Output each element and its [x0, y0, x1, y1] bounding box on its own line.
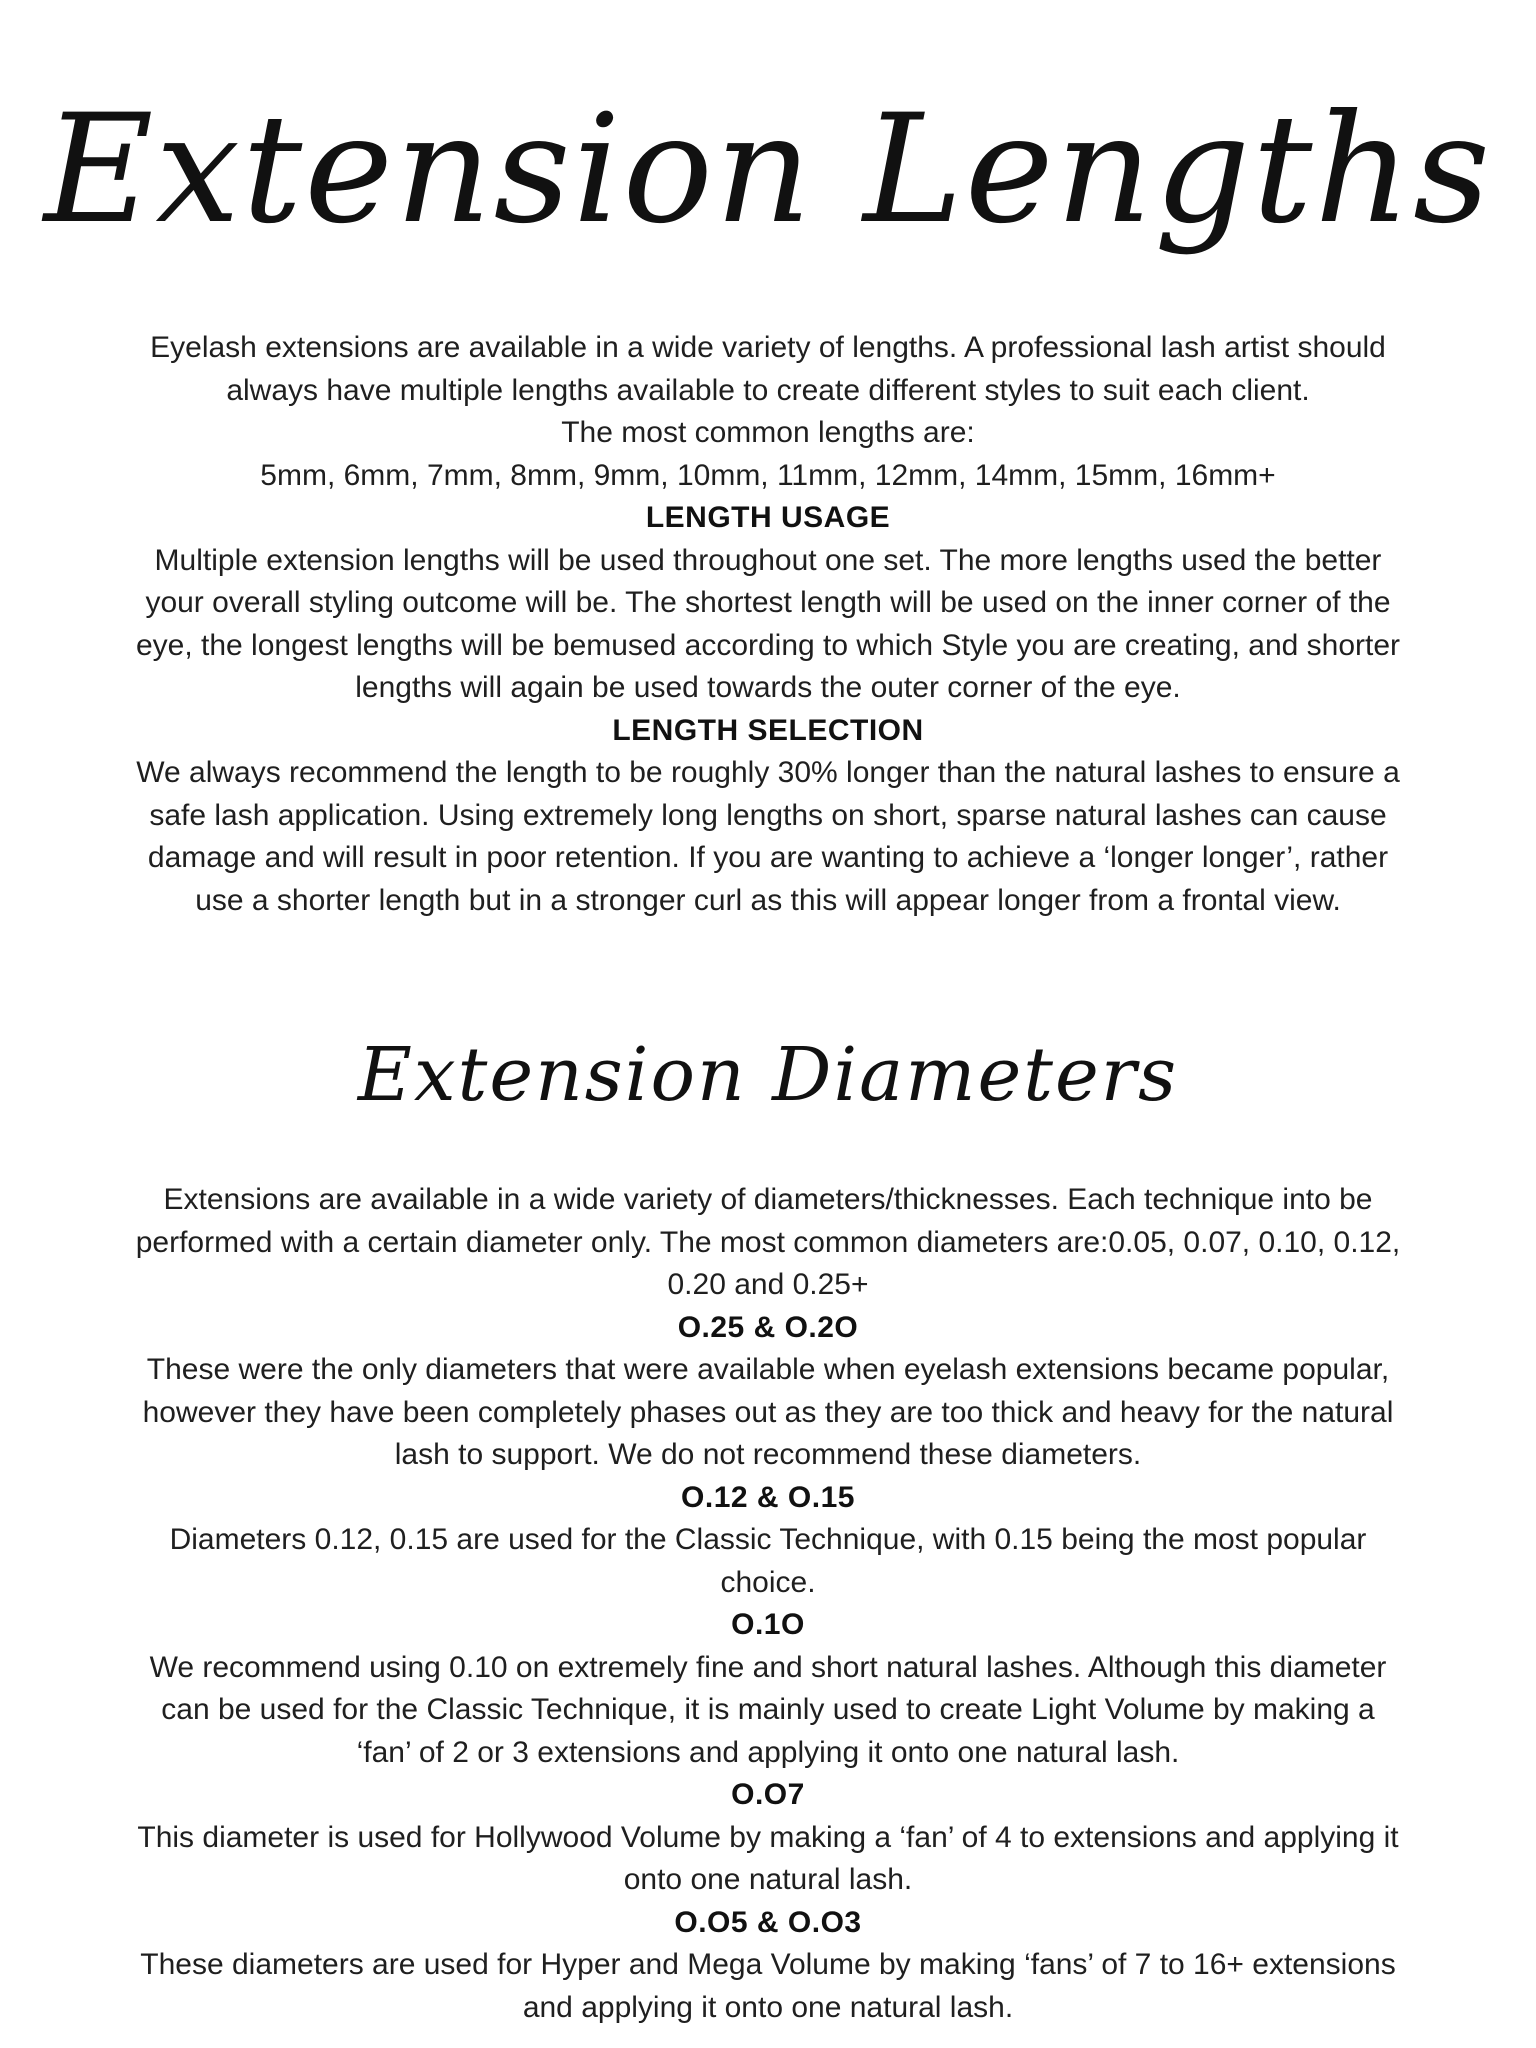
diameter-012-015-text: Diameters 0.12, 0.15 are used for the Classic Technique, with 0.15 being the most popular choice.: [169, 1523, 1367, 1599]
diameter-005-003-text: These diameters are used for Hyper and Mega Volume by making ‘fans’ of 7 to 16+ extensions and applying it onto one natural lash.: [140, 1948, 1396, 2024]
lengths-intro: Eyelash extensions are available in a wide variety of lengths. A professional lash artist should always have multiple lengths available to create different styles to suit each client.: [150, 331, 1386, 407]
diameter-010-text: We recommend using 0.10 on extremely fine and short natural lashes. Although this diameter can be used for the Classic Technique, it is mainly used to create Light Volume by making a ‘fan’ of 2 or 3 extensions and applying it onto one natural lash.: [149, 1650, 1387, 1769]
title-extension-lengths: Extension Lengths: [43, 83, 1493, 257]
heading-diameter-025-020: O.25 & O.2O: [677, 1310, 859, 1344]
diameter-007-text: This diameter is used for Hollywood Volume by making a ‘fan’ of 4 to extensions and applying it onto one natural lash.: [137, 1820, 1399, 1896]
lengths-section: [130, 327, 1406, 922]
heading-diameter-012-015: O.12 & O.15: [681, 1480, 855, 1514]
lengths-common-label: The most common lengths are:: [561, 416, 975, 449]
length-usage-text: Multiple extension lengths will be used throughout one set. The more lengths used the better your overall styling outcome will be. The shortest length will be used on the inner corner of the eye, the longest lengths will be bemused according to which Style you are creating, and shorter lengths will again be used towards the outer corner of the eye.: [135, 543, 1401, 704]
lengths-common-list: 5mm, 6mm, 7mm, 8mm, 9mm, 10mm, 11mm, 12mm, 14mm, 15mm, 16mm+: [260, 458, 1276, 492]
heading-length-selection: LENGTH SELECTION: [612, 713, 924, 747]
heading-length-usage: LENGTH USAGE: [645, 501, 891, 534]
heading-diameter-007: O.O7: [731, 1778, 805, 1811]
heading-diameter-005-003: O.O5 & O.O3: [674, 1905, 862, 1939]
length-selection-text: We always recommend the length to be roughly 30% longer than the natural lashes to ensure a safe lash application. Using extremely long lengths on short, sparse natural lashes can cause damage and will result in poor retention. If you are wanting to achieve a ‘longer longer’, rather use a shorter length but in a stronger curl as this will appear longer from a frontal view.: [136, 756, 1400, 917]
title-extension-diameters: Extension Diameters: [357, 1032, 1179, 1118]
diameters-intro: Extensions are available in a wide variety of diameters/thicknesses. Each technique into be performed with a certain diameter only. The most common diameters are:0.05, 0.07, 0.10, 0.12, 0.20 and 0.25+: [135, 1183, 1401, 1301]
diameter-025-020-text: These were the only diameters that were available when eyelash extensions became popular, however they have been completely phases out as they are too thick and heavy for the natural lash to support. We do not recommend these diameters.: [142, 1353, 1394, 1471]
diameters-section: [130, 1179, 1406, 2029]
heading-diameter-010: O.1O: [731, 1608, 805, 1641]
